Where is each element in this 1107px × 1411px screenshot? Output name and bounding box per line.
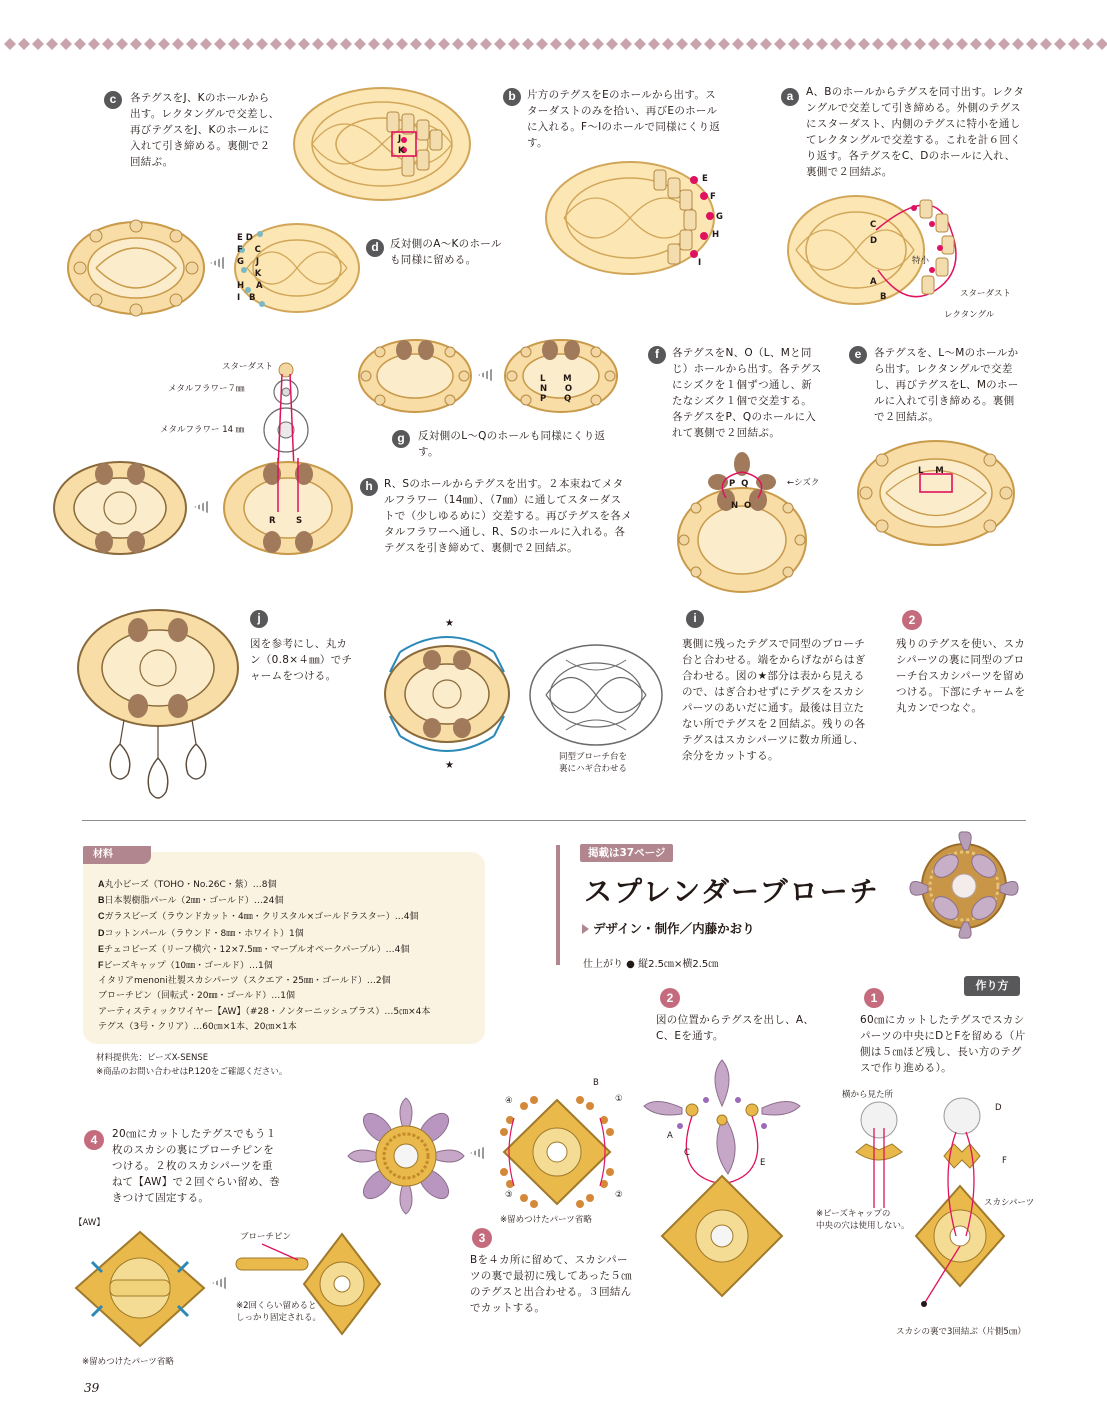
materials-item-code: A (98, 879, 105, 889)
step-g-text: 反対側のL〜Qのホールも同様にくり返す。 (418, 430, 606, 458)
header-diamond (760, 38, 772, 50)
label-cap-note: ※ビーズキャップの 中央の穴は使用しない。 (816, 1209, 910, 1231)
header-diamond (550, 38, 562, 50)
step-b-text: 片方のテグスをEのホールから出す。スターダストのみを拾い、再びEのホールに入れる。F〜Iのホールで同様にくり返す。 (527, 89, 721, 149)
label-s: S (296, 516, 303, 526)
step-1-text: 60㎝にカットしたテグスでスカシパーツの中央にDとFを留める（片側は５㎝ほど残し、長い方のテグスで作り進める）。 (860, 1014, 1026, 1074)
header-diamond (592, 38, 604, 50)
header-diamond (242, 38, 254, 50)
materials-item-text: 日本製樹脂パール（2㎜・ゴールド）…24個 (104, 896, 284, 907)
materials-item-text: アーティスティックワイヤー【AW】（#28・ノンターニッシュブラス）…5㎝×4本 (98, 1006, 431, 1017)
label-g-b: G (716, 212, 723, 222)
step-h-badge: h (360, 478, 378, 496)
label-same-base: 同型ブローチ台を 裏にハギ合わせる (558, 752, 627, 774)
label-circ-2: ② (615, 1190, 623, 1200)
header-diamond (1068, 38, 1080, 50)
step-e-text: 各テグスを、L〜Mのホールから出す。レクタングルで交差し、再びテグスをL、Mのホールに入れて引き締める。裏側で２回結ぶ。 (874, 347, 1019, 423)
header-diamond (494, 38, 506, 50)
step-i-text: 裏側に残ったテグスで同型のブローチ台と合わせる。端をからげながらはぎ合わせる。図の★部分は表から見えるので、はぎ合わせずにテグスをスカシパーツのあいだに通す。最後は目立たない所でテグスを２回結ぶ。残りの各テグスはスカシパーツに数カ所通し、余分をカットする。 (682, 638, 866, 762)
label-f-b: F (710, 192, 716, 202)
materials-item-code: C (98, 911, 105, 922)
header-diamond-border (0, 34, 1107, 54)
label-e-b: E (702, 174, 708, 184)
header-diamond (746, 38, 758, 50)
materials-tag: 材料 (83, 846, 151, 864)
materials-item-text: ブローチピン（回転式・20㎜・ゴールド）…1個 (98, 991, 295, 1002)
page-number: 39 (84, 1381, 100, 1395)
header-diamond (508, 38, 520, 50)
header-diamond (564, 38, 576, 50)
step-h-right-brooch (222, 458, 354, 558)
materials-item (98, 942, 478, 958)
header-diamond (396, 38, 408, 50)
header-diamond (312, 38, 324, 50)
step-4-text: 20㎝にカットしたテグスでもう１枚のスカシの裏にブローチピンをつける。２枚のスカシパーツを重ねて【AW】で２回ぐらい留め、巻きつけて固定する。 (112, 1128, 281, 1204)
star-top: ★ (445, 618, 454, 629)
step-2-badge: 2 (660, 988, 680, 1008)
header-diamond (158, 38, 170, 50)
header-diamond (60, 38, 72, 50)
header-diamond (872, 38, 884, 50)
header-diamond (662, 38, 674, 50)
materials-item-code: B (98, 895, 105, 906)
materials-item (98, 877, 478, 893)
header-diamond (648, 38, 660, 50)
step-h-left-brooch (52, 458, 188, 558)
label-d-letters: E D F C G J K H A I B (237, 233, 263, 303)
step-1-side-view (846, 1098, 912, 1208)
header-diamond (410, 38, 422, 50)
step-i-back-base (526, 640, 666, 750)
label-stardust-a: スターダスト (960, 289, 1012, 299)
label-r: R (269, 516, 276, 526)
header-diamond (340, 38, 352, 50)
step-b-badge: b (503, 88, 521, 106)
header-diamond (354, 38, 366, 50)
arrow-h (194, 500, 210, 514)
step-3-badge: 3 (472, 1228, 492, 1248)
header-diamond (914, 38, 926, 50)
step-i-badge: i (686, 610, 704, 628)
label-pin: ブローチピン (240, 1232, 292, 1242)
howto-tag: 作り方 (964, 976, 1020, 996)
materials-item (98, 1020, 478, 1035)
label-side-view: 横から見た所 (842, 1090, 894, 1100)
step-f-badge: f (648, 346, 666, 364)
materials-item-text: イタリアmenoni社製スカシパーツ（スクエア・25㎜・ゴールド）…2個 (98, 976, 391, 987)
label-a-a: A (870, 277, 877, 287)
header-diamond (424, 38, 436, 50)
label-metal14: メタルフラワー 14 ㎜ (160, 425, 245, 435)
header-diamond (438, 38, 450, 50)
step-c-diagram (292, 84, 472, 204)
materials-item (98, 989, 478, 1004)
header-diamond (326, 38, 338, 50)
header-diamond (1026, 38, 1038, 50)
label-d-bottom: D (995, 1103, 1002, 1113)
header-diamond (368, 38, 380, 50)
arrow-3 (470, 1146, 486, 1160)
header-diamond (956, 38, 968, 50)
label-aw: 【AW】 (74, 1218, 105, 1228)
header-diamond (1082, 38, 1094, 50)
star-bottom: ★ (445, 760, 454, 771)
step-3-text: Bを４カ所に留めて、スカシパーツの裏で最初に残してあった５㎝のテグスと出合わせる。３回結んでカットする。 (470, 1254, 632, 1314)
materials-item (98, 958, 478, 974)
design-credit: デザイン・制作／内藤かおり (593, 921, 755, 936)
header-diamond (46, 38, 58, 50)
label-f-bottom: F (1002, 1156, 1007, 1166)
label-knot: スカシの裏で3回結ぶ（片側5㎝） (896, 1327, 1026, 1337)
step-a-text: A、Bのホールからテグスを同寸出す。レクタングルで交差して引き締める。外側のテグスにスターダスト、内側のテグスに特小を通してレクタングルで交差する。これを計６回くり返す。各テグスをC、Dのホールに入れ、裏側で２回結ぶ。 (806, 86, 1025, 178)
materials-item-text: コットンパール（ラウンド・8㎜・ホワイト）1個 (104, 928, 304, 939)
step-2-text: 図の位置からテグスを出し、A、C、Eを通す。 (656, 1014, 815, 1042)
header-diamond (284, 38, 296, 50)
step-2-diagram (652, 1056, 812, 1296)
header-diamond (4, 38, 16, 50)
materials-item (98, 893, 478, 909)
step-4-badge: 4 (84, 1130, 104, 1150)
step-d-left-brooch (66, 218, 206, 318)
header-diamond (480, 38, 492, 50)
label-a-bottom: A (667, 1131, 673, 1141)
label-circ-3: ③ (505, 1190, 513, 1200)
header-diamond (900, 38, 912, 50)
label-k-top: K (398, 146, 405, 156)
header-diamond (270, 38, 282, 50)
label-metal7: メタルフラワー７㎜ (168, 384, 245, 394)
header-diamond (536, 38, 548, 50)
header-diamond (578, 38, 590, 50)
header-diamond (858, 38, 870, 50)
header-diamond (984, 38, 996, 50)
step-e-badge: e (849, 346, 867, 364)
label-tokusho: 特小 (912, 256, 930, 266)
header-diamond (844, 38, 856, 50)
label-i-b: I (698, 258, 702, 268)
step-b-diagram (544, 158, 724, 278)
arrow-4 (212, 1276, 228, 1290)
label-c-bottom: C (684, 1148, 690, 1158)
step-3-bead-diagram (494, 1090, 620, 1214)
label-rectangle: レクタングル (944, 310, 995, 320)
header-diamond (634, 38, 646, 50)
header-diamond (452, 38, 464, 50)
header-diamond (214, 38, 226, 50)
header-diamond (676, 38, 688, 50)
materials-list (98, 877, 478, 1035)
materials-supplier: 材料提供先：ビーズX-SENSE (96, 1053, 209, 1063)
label-lmnopq: L M N O P Q (540, 374, 573, 404)
header-diamond (928, 38, 940, 50)
header-diamond (256, 38, 268, 50)
materials-item-text: 丸小ビーズ（TOHO・No.26C・紫）…8個 (104, 880, 277, 890)
step-e-diagram (856, 438, 1016, 548)
header-diamond (830, 38, 842, 50)
header-diamond (228, 38, 240, 50)
label-omit-3: ※留めつけたパーツ省略 (500, 1215, 592, 1225)
label-omit-4: ※留めつけたパーツ省略 (82, 1357, 174, 1367)
step-i-front-brooch (380, 632, 514, 756)
page-ref-tag: 掲載は37ページ (580, 844, 673, 862)
header-diamond (942, 38, 954, 50)
header-diamond (816, 38, 828, 50)
header-diamond (732, 38, 744, 50)
step-g-badge: g (392, 430, 410, 448)
step-f-text: 各テグスをN、O（L、Mと同じ）ホールから出す。各テグスにシズクを１個ずつ通し、新たなシズク１個で交差する。各テグスをP、Qのホールに入れて裏側で２回結ぶ。 (672, 347, 822, 439)
header-diamond (606, 38, 618, 50)
header-diamond (718, 38, 730, 50)
step-c-badge: c (104, 91, 122, 109)
materials-supplier-note: ※商品のお問い合わせはP.120をご確認ください。 (96, 1067, 288, 1077)
header-diamond (144, 38, 156, 50)
header-diamond (172, 38, 184, 50)
step-h-metal-flowers (256, 360, 316, 470)
finished-size: 仕上がり ● 縦2.5㎝×横2.5㎝ (583, 959, 719, 970)
header-diamond (1040, 38, 1052, 50)
label-pq: P Q (729, 479, 749, 489)
header-diamond (802, 38, 814, 50)
step-h-text: R、Sのホールからテグスを出す。２本束ねてメタルフラワー（14㎜）、（7㎜）に通してスターダストで（少しゆるめに）交差する。再びテグスを各メタルフラワーへ通し、R、Sのホールに入れる。各テグスを引き締めて、裏側で２回結ぶ。 (384, 478, 632, 554)
materials-item-code: F (98, 960, 104, 971)
header-diamond (690, 38, 702, 50)
label-d-a: D (870, 236, 878, 246)
header-diamond (200, 38, 212, 50)
step-2-top-text: 残りのテグスを使い、スカシパーツの裏に同型のブローチ台スカシパーツを留めつける。下部にチャームを丸カンでつなぐ。 (896, 638, 1026, 714)
header-diamond (774, 38, 786, 50)
step-g-left-brooch (356, 336, 474, 416)
step-4-aw-diagram (70, 1226, 210, 1352)
step-j-text: 図を参考にし、丸カン（0.8×４㎜）でチャームをつける。 (250, 638, 353, 682)
arrow-g (478, 368, 494, 382)
header-diamond (970, 38, 982, 50)
header-diamond (1054, 38, 1066, 50)
step-f-diagram (674, 450, 810, 600)
step-a-diagram (786, 190, 966, 310)
label-circ-4: ④ (505, 1096, 513, 1106)
materials-item-text: テグス（3号・クリア）…60㎝×1本、20㎝×1本 (98, 1021, 297, 1032)
brooch-photo (906, 830, 1026, 940)
materials-item (98, 909, 478, 925)
step-a-badge: a (781, 88, 799, 106)
label-b-a: B (880, 292, 887, 302)
header-diamond (466, 38, 478, 50)
materials-item (98, 1005, 478, 1020)
label-sukashi: スカシパーツ (984, 1198, 1035, 1208)
step-3-front-flower (346, 1096, 466, 1216)
label-circ-1: ① (615, 1094, 623, 1104)
step-1-badge: 1 (864, 988, 884, 1008)
label-j-top: J (398, 134, 402, 144)
brooch-title: スプレンダーブローチ (584, 875, 880, 908)
materials-item-text: チェコビーズ（リーフ横穴・12×7.5㎜・マーブルオペークパープル）…4個 (104, 944, 410, 955)
header-diamond (382, 38, 394, 50)
materials-item-code: E (98, 943, 105, 954)
materials-item (98, 926, 478, 942)
arrow-d (210, 256, 226, 270)
step-j-badge: j (250, 610, 268, 628)
step-d-badge: d (366, 239, 384, 257)
header-diamond (886, 38, 898, 50)
header-diamond (788, 38, 800, 50)
header-diamond (298, 38, 310, 50)
design-credit-arrow (582, 924, 589, 934)
materials-item-text: ビーズキャップ（10㎜・ゴールド）…1個 (103, 961, 273, 972)
materials-item-text: ガラスビーズ（ラウンドカット・4㎜・クリスタル×ゴールドラスター）…4個 (104, 912, 419, 923)
header-diamond (116, 38, 128, 50)
header-diamond (130, 38, 142, 50)
label-b-bottom: B (593, 1078, 599, 1088)
label-pin-note: ※2回くらい留めると しっかり固定される。 (236, 1301, 322, 1323)
label-h-b: H (712, 230, 720, 240)
title-vertical-rule (556, 845, 560, 965)
label-stardust: スターダスト (222, 362, 274, 372)
label-e-bottom: E (760, 1158, 766, 1168)
header-diamond (704, 38, 716, 50)
materials-item-code: D (98, 927, 105, 938)
label-shizuku: ←シズク (787, 478, 820, 488)
header-diamond (88, 38, 100, 50)
header-diamond (1096, 38, 1107, 50)
header-diamond (18, 38, 30, 50)
header-diamond (1012, 38, 1024, 50)
materials-item (98, 974, 478, 989)
label-lm: L M (918, 466, 944, 476)
section-divider (82, 820, 1026, 821)
step-c-text: 各テグスをJ、Kのホールから出す。レクタングルで交差し、再びテグスをJ、Kのホールに入れて引き締める。裏側で２回結ぶ。 (130, 92, 280, 168)
header-diamond (102, 38, 114, 50)
label-c-a: C (870, 220, 877, 230)
step-d-text: 反対側のA〜Kのホールも同様に留める。 (390, 238, 502, 266)
header-diamond (998, 38, 1010, 50)
step-2-top-badge: 2 (902, 610, 922, 630)
label-no: N O (731, 501, 752, 511)
header-diamond (74, 38, 86, 50)
header-diamond (522, 38, 534, 50)
header-diamond (32, 38, 44, 50)
step-j-brooch-with-charms (76, 608, 240, 808)
header-diamond (620, 38, 632, 50)
header-diamond (186, 38, 198, 50)
